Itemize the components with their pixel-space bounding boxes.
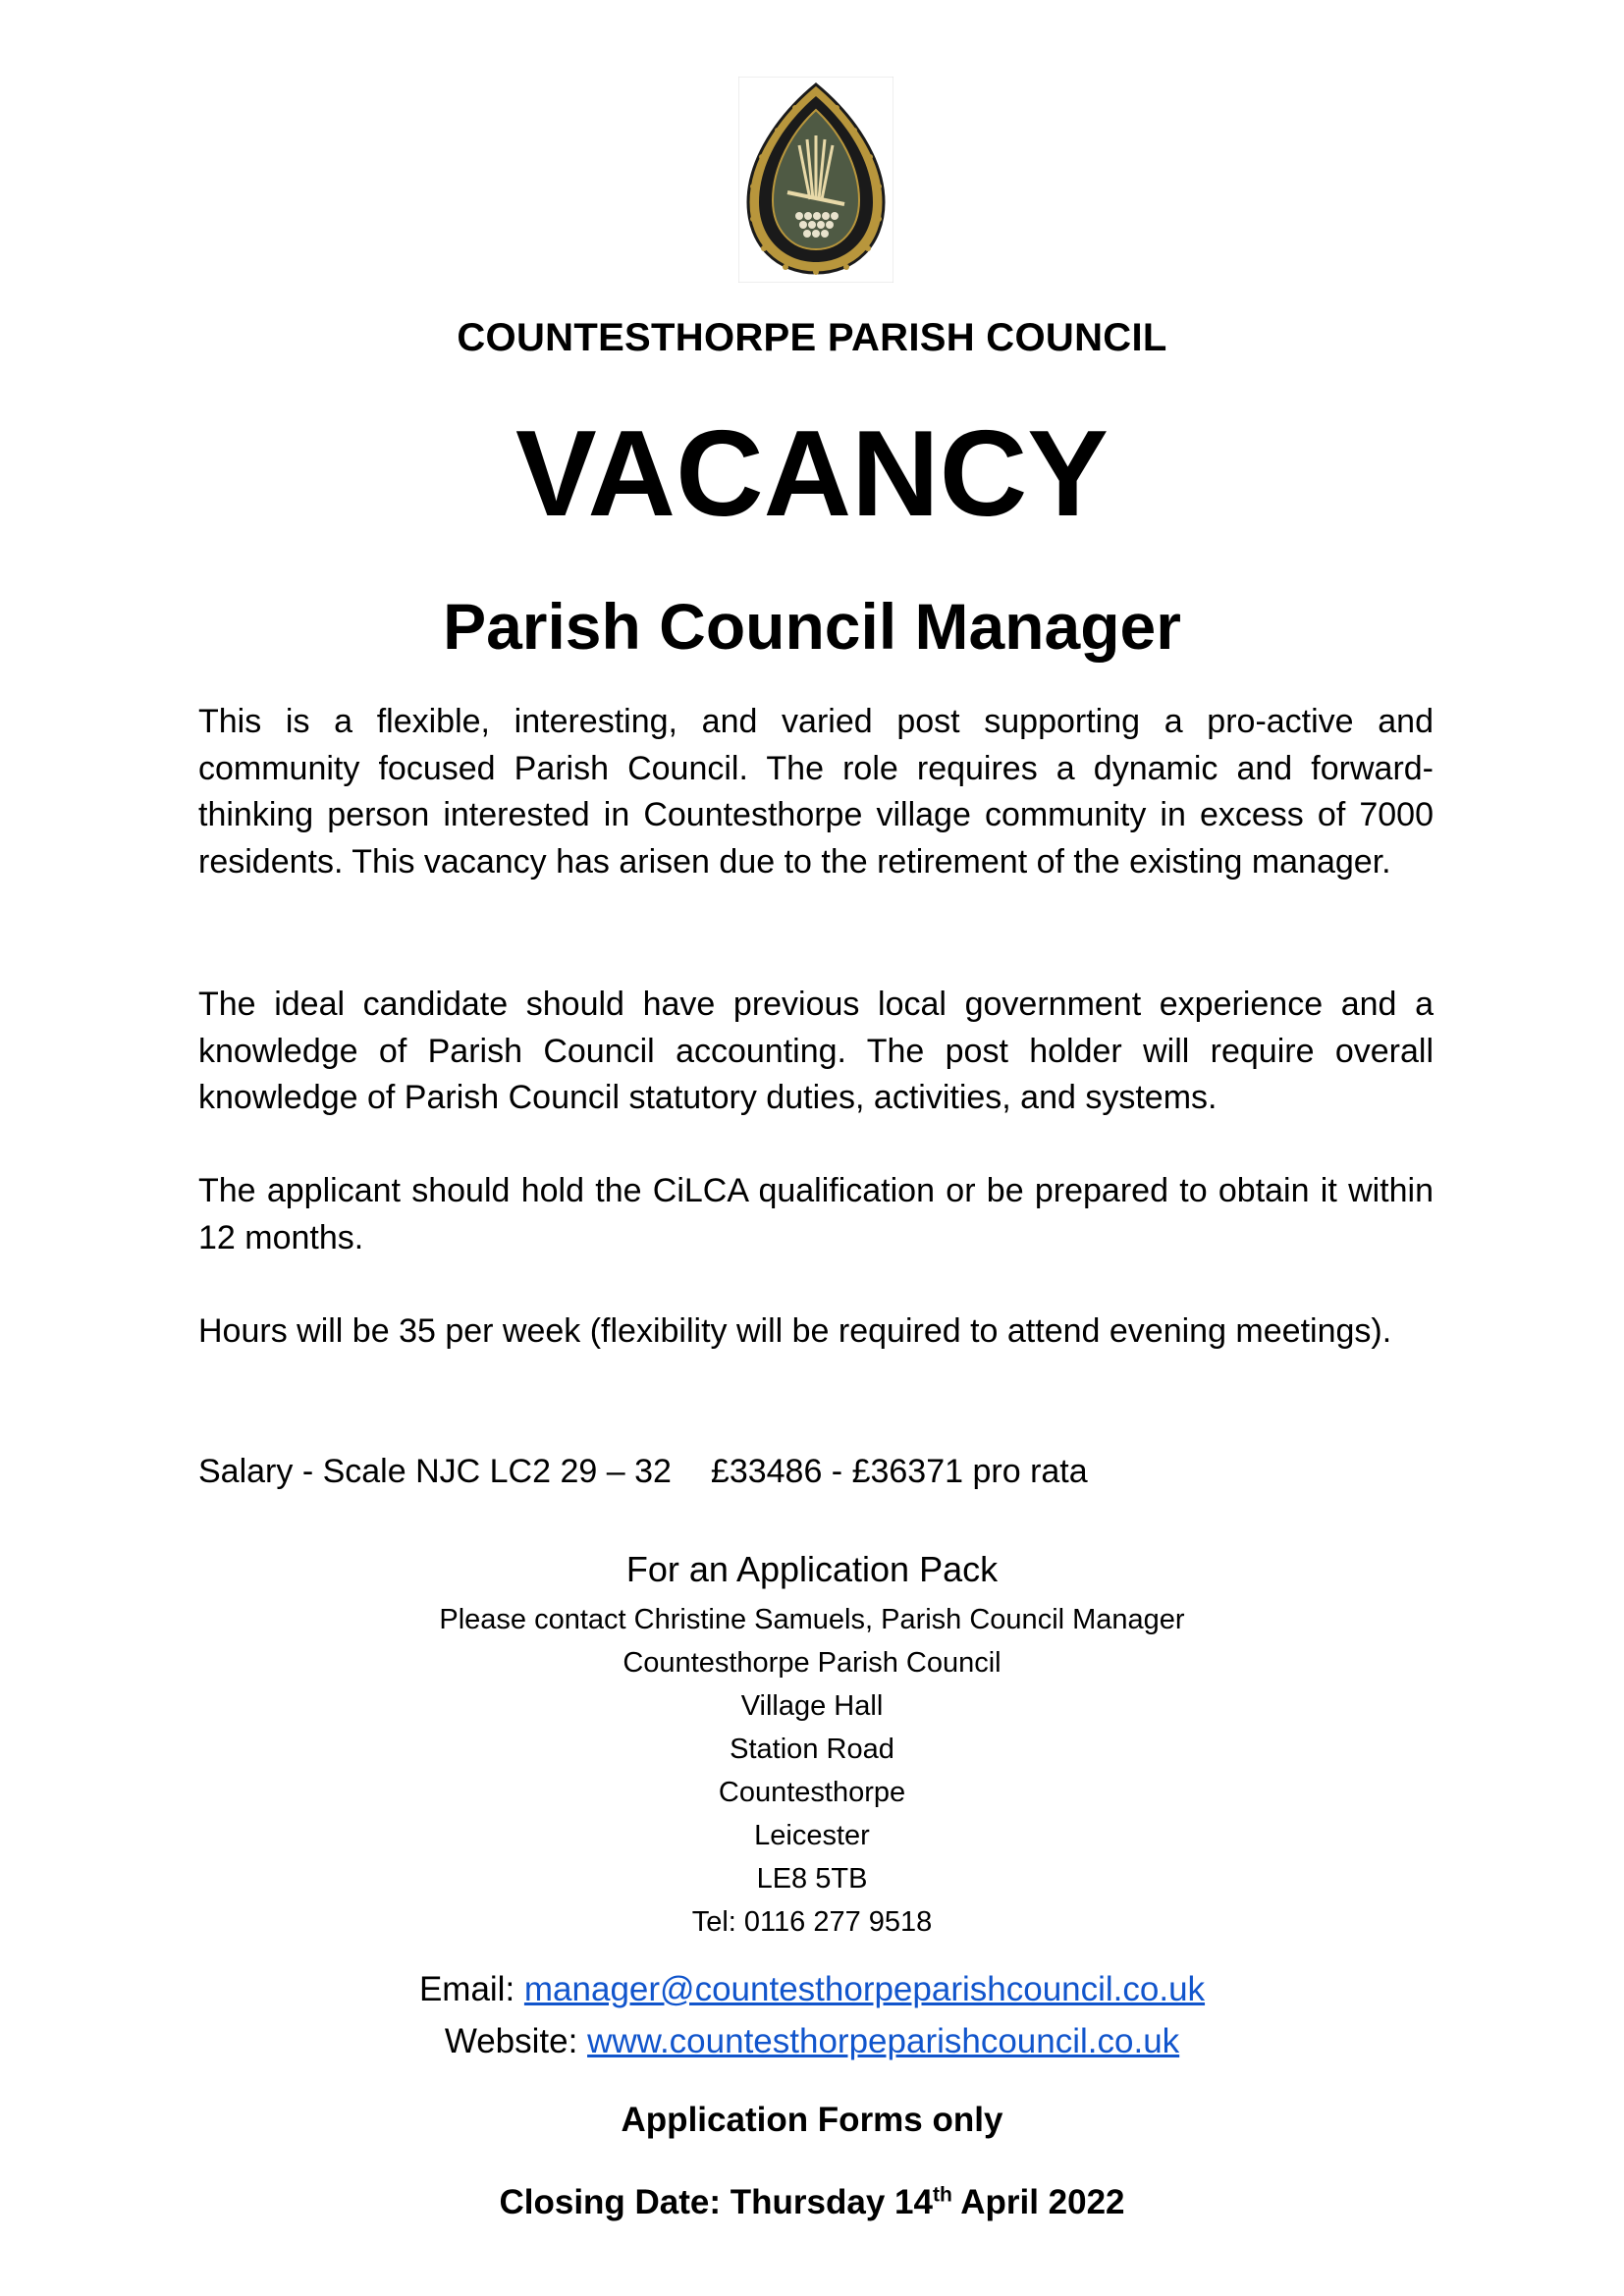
closing-date-ordinal: th: [932, 2183, 952, 2207]
closing-date: [0, 2183, 1624, 2222]
council-crest-icon: [738, 77, 893, 283]
description-text: This is a flexible, interesting, and varied post supporting a pro-active and community focused Parish Council. The role requires a dynamic and forward-thinking person interested in Countesthorpe village community in excess of 7000 residents. This vacancy has arisen due to the retirement of the existing manager.: [198, 703, 1434, 881]
role-title: Parish Council Manager: [443, 590, 1181, 663]
address-line: LE8 5TB: [756, 1863, 868, 1895]
website-link[interactable]: www.countesthorpeparishcouncil.co.uk: [587, 2022, 1180, 2060]
address-line: Countesthorpe: [718, 1777, 906, 1808]
closing-date-text: Closing Date: Thursday 14: [499, 2183, 933, 2221]
qualification-text: The applicant should hold the CiLCA qualification or be prepared to obtain it within 12 months.: [198, 1172, 1434, 1256]
phone-line: Tel: 0116 277 9518: [691, 1906, 933, 1938]
salary-line: [198, 1449, 1434, 1496]
address-line: Countesthorpe Parish Council: [623, 1647, 1001, 1679]
description-paragraph: [198, 699, 1434, 885]
qualification-paragraph: [198, 1168, 1434, 1261]
address-line: Village Hall: [740, 1690, 884, 1722]
online-contact: [0, 1963, 1624, 2067]
email-label: Email:: [418, 1970, 524, 2008]
vacancy-heading: VACANCY: [515, 406, 1109, 542]
contact-address: [0, 1598, 1624, 1944]
application-forms-note: Application Forms only: [621, 2101, 1003, 2139]
application-pack-title: For an Application Pack: [625, 1549, 999, 1589]
experience-text: The ideal candidate should have previous local government experience and a knowledge of Parish Council accounting. The post holder will require overall knowledge of Parish Council statutory duties, activities, and systems.: [198, 986, 1434, 1116]
salary-label: Salary - Scale NJC LC2 29 – 32: [198, 1453, 672, 1490]
hours-paragraph: [198, 1308, 1434, 1356]
salary-value: £33486 - £36371 pro rata: [710, 1453, 1088, 1490]
website-label: Website:: [444, 2022, 588, 2060]
address-line: Station Road: [730, 1734, 894, 1765]
website-row: [0, 2015, 1624, 2067]
council-name: COUNTESTHORPE PARISH COUNCIL: [457, 316, 1167, 359]
email-row: [0, 1963, 1624, 2015]
closing-date-month-year: April 2022: [951, 2183, 1125, 2221]
email-link[interactable]: manager@countesthorpeparishcouncil.co.uk: [523, 1970, 1206, 2008]
address-line: Please contact Christine Samuels, Parish Council Manager: [439, 1604, 1185, 1635]
experience-paragraph: [198, 982, 1434, 1122]
hours-text: Hours will be 35 per week (flexibility will be required to attend evening meetings).: [198, 1312, 1392, 1350]
address-line: Leicester: [754, 1820, 870, 1851]
